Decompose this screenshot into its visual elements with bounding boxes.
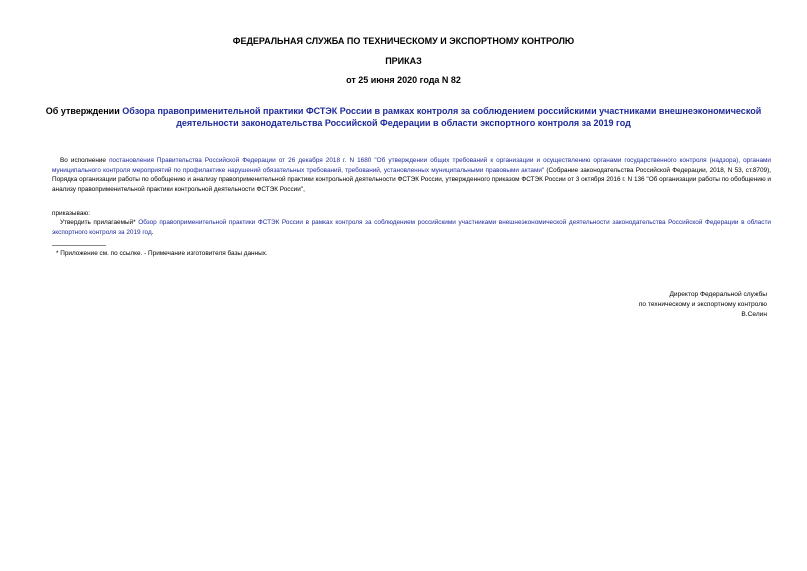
document-type: ПРИКАЗ <box>385 56 422 66</box>
review-document-link[interactable]: Обзор правоприменительной практики ФСТЭК России в рамках контроля за соблюдением российскими участниками внешнеэкономической деятельности законодательства Российской Федерации в области экспортного контроля за 2019 год <box>52 219 771 236</box>
footnote-divider <box>52 245 106 246</box>
preamble-paragraph <box>52 156 771 194</box>
approve-paragraph <box>52 218 771 237</box>
preamble-end: (Собрание законодательства Российской Федерации, 2018, N 53, ст.8709), Порядка организации работы по обобщению и анализу правоприменительной практики контрольной деятельности ФСТЭК России, утвержденного приказом ФСТЭК России от 3 октября 2016 г. N 136 "Об организации работы по обобщению и анализу правоприменительной практики контрольной деятельности ФСТЭК России", <box>52 166 771 193</box>
approve-start: Утвердить прилагаемый* <box>60 219 139 226</box>
approve-end: . <box>151 228 154 236</box>
document-date: от 25 июня 2020 года N 82 <box>346 75 461 85</box>
agency-name: ФЕДЕРАЛЬНАЯ СЛУЖБА ПО ТЕХНИЧЕСКОМУ И ЭКСПОРТНОМУ КОНТРОЛЮ <box>232 36 575 46</box>
title-prefix: Об утверждении <box>45 106 123 116</box>
footnote: * Приложение см. по ссылке. - Примечание изготовителя базы данных. <box>56 250 268 257</box>
orders-label: приказываю: <box>52 210 90 217</box>
signature-position: Директор Федеральной службы <box>669 291 767 298</box>
preamble-start: Во исполнение <box>60 157 110 164</box>
government-decree-link[interactable]: постановления Правительства Российской Федерации от 26 декабря 2018 г. N 1680 "Об утверждении общих требований к организации и осуществлению органами государственного контроля (надзора), органами муниципального контроля мероприятий по профилактике нарушений обязательных требований, требований, установленных муниципальными правовыми актами" <box>52 157 771 174</box>
signature-name: В.Селин <box>741 311 767 318</box>
title-review-link[interactable]: Обзора правоприменительной практики ФСТЭК России в рамках контроля за соблюдением российскими участниками внешнеэкономической деятельности законодательства Российской Федерации в области экспортного контроля за 2019 год <box>122 106 762 128</box>
document-title <box>36 105 771 129</box>
signature-position-cont: по техническому и экспортному контролю <box>638 301 767 308</box>
